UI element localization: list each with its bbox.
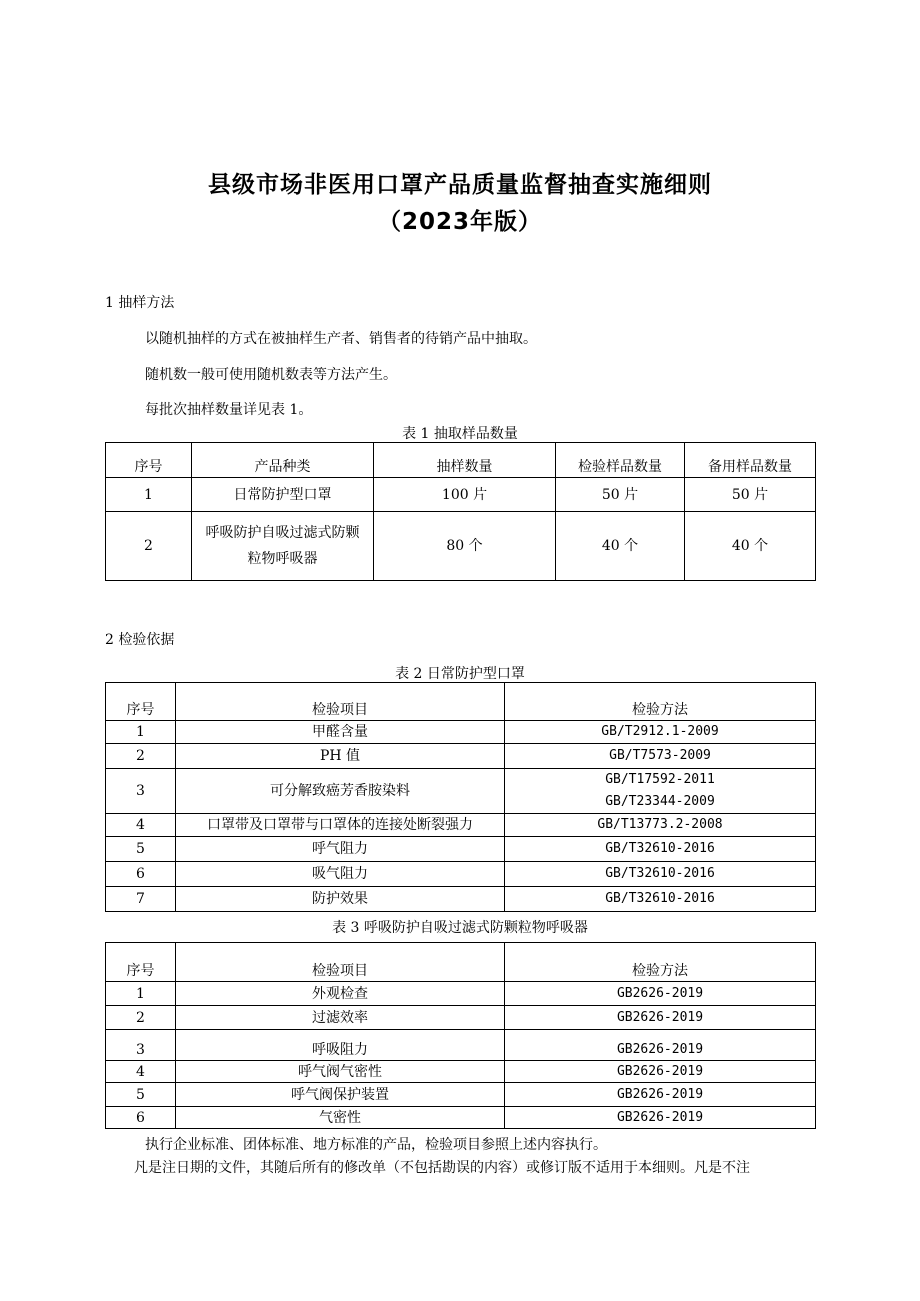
table-3-cell-method: GB2626-2019	[505, 1006, 816, 1030]
table-3-cell-method: GB2626-2019	[505, 1061, 816, 1083]
table-1-cell-product-line-2: 粒物呼吸器	[247, 551, 318, 567]
table-1-cell-product	[192, 512, 374, 581]
table-3-header-item: 检验项目	[176, 943, 505, 982]
table-1-cell-test: 50 片	[556, 478, 685, 512]
table-2-cell-item: 呼气阻力	[176, 837, 505, 862]
table-1-cell-backup: 50 片	[685, 478, 816, 512]
table-3-cell-no: 1	[106, 982, 176, 1006]
section-1-paragraph-2: 随机数一般可使用随机数表等方法产生。	[145, 367, 397, 383]
table-row	[106, 1006, 816, 1030]
table-2-header-no: 序号	[106, 683, 176, 721]
table-2-cell-no: 7	[106, 887, 176, 912]
table-2-cell-no: 3	[106, 769, 176, 814]
table-3-cell-item: 呼气阀保护装置	[176, 1083, 505, 1107]
table-3-header-method: 检验方法	[505, 943, 816, 982]
table-2-cell-item: 可分解致癌芳香胺染料	[176, 769, 505, 814]
table-1-cell-product: 日常防护型口罩	[192, 478, 374, 512]
table-2-cell-no: 2	[106, 744, 176, 769]
footer-paragraph-2: 凡是注日期的文件，其随后所有的修改单（不包括勘误的内容）或修订版不适用于本细则。凡是不注	[134, 1160, 750, 1176]
table-row	[106, 814, 816, 837]
table-3-cell-item: 呼气阀气密性	[176, 1061, 505, 1083]
table-row	[106, 478, 816, 512]
table-1-header-sample: 抽样数量	[374, 443, 556, 478]
table-row	[106, 1083, 816, 1107]
table-1-cell-backup: 40 个	[685, 512, 816, 581]
table-1-cell-test: 40 个	[556, 512, 685, 581]
table-row	[106, 769, 816, 814]
table-2-header-row	[106, 683, 816, 721]
table-1-cell-product-line-1: 呼吸防护自吸过滤式防颗	[205, 525, 360, 541]
table-1-header-product: 产品种类	[192, 443, 374, 478]
table-3-cell-item: 气密性	[176, 1107, 505, 1129]
table-3-cell-item: 呼吸阻力	[176, 1030, 505, 1061]
section-1-paragraph-3: 每批次抽样数量详见表 1。	[145, 402, 313, 418]
table-3-cell-method: GB2626-2019	[505, 1030, 816, 1061]
table-row	[106, 837, 816, 862]
table-1-header-no: 序号	[106, 443, 192, 478]
table-2-cell-no: 5	[106, 837, 176, 862]
table-3-cell-no: 2	[106, 1006, 176, 1030]
section-2-heading: 2 检验依据	[105, 632, 175, 648]
table-1	[105, 442, 816, 581]
table-3-header-no: 序号	[106, 943, 176, 982]
table-1-cell-sample: 100 片	[374, 478, 556, 512]
table-row	[106, 744, 816, 769]
footer-paragraph-1: 执行企业标准、团体标准、地方标准的产品，检验项目参照上述内容执行。	[145, 1137, 607, 1153]
table-2-cell-no: 6	[106, 862, 176, 887]
table-2-caption: 表 2 日常防护型口罩	[395, 666, 525, 682]
table-2	[105, 682, 816, 912]
table-row	[106, 1107, 816, 1129]
table-2-cell-item: 吸气阻力	[176, 862, 505, 887]
table-2-cell-method-line-1: GB/T17592-2011	[605, 772, 715, 787]
table-2-cell-method: GB/T7573-2009	[505, 744, 816, 769]
table-2-cell-method: GB/T32610-2016	[505, 837, 816, 862]
table-row	[106, 887, 816, 912]
section-1-heading: 1 抽样方法	[105, 295, 175, 311]
table-1-cell-no: 2	[106, 512, 192, 581]
table-3-cell-no: 4	[106, 1061, 176, 1083]
table-3-cell-method: GB2626-2019	[505, 1083, 816, 1107]
table-3-cell-method: GB2626-2019	[505, 982, 816, 1006]
table-1-header-row	[106, 443, 816, 478]
table-2-cell-item: 防护效果	[176, 887, 505, 912]
table-3-cell-no: 6	[106, 1107, 176, 1129]
table-1-header-backup: 备用样品数量	[685, 443, 816, 478]
table-2-cell-item: PH 值	[176, 744, 505, 769]
table-3-cell-no: 5	[106, 1083, 176, 1107]
table-3-header-row	[106, 943, 816, 982]
table-row	[106, 982, 816, 1006]
document-title: 县级市场非医用口罩产品质量监督抽查实施细则	[208, 172, 712, 198]
table-row	[106, 862, 816, 887]
table-2-cell-method: GB/T32610-2016	[505, 887, 816, 912]
table-1-cell-no: 1	[106, 478, 192, 512]
table-1-cell-sample: 80 个	[374, 512, 556, 581]
table-2-cell-no: 4	[106, 814, 176, 837]
table-2-cell-method: GB/T32610-2016	[505, 862, 816, 887]
table-2-cell-method	[505, 769, 816, 814]
document-subtitle: （2023年版）	[377, 209, 542, 235]
table-3-cell-item: 外观检查	[176, 982, 505, 1006]
table-3-cell-no: 3	[106, 1030, 176, 1061]
table-1-caption: 表 1 抽取样品数量	[402, 426, 518, 442]
table-row	[106, 1061, 816, 1083]
table-row	[106, 721, 816, 744]
table-2-header-method: 检验方法	[505, 683, 816, 721]
table-3-cell-item: 过滤效率	[176, 1006, 505, 1030]
table-2-cell-method: GB/T13773.2-2008	[505, 814, 816, 837]
table-2-cell-method-line-2: GB/T23344-2009	[605, 794, 715, 809]
table-2-cell-item: 口罩带及口罩带与口罩体的连接处断裂强力	[176, 814, 505, 837]
table-1-header-test: 检验样品数量	[556, 443, 685, 478]
table-row	[106, 512, 816, 581]
table-row	[106, 1030, 816, 1061]
table-2-cell-item: 甲醛含量	[176, 721, 505, 744]
table-3-cell-method: GB2626-2019	[505, 1107, 816, 1129]
section-1-paragraph-1: 以随机抽样的方式在被抽样生产者、销售者的待销产品中抽取。	[145, 331, 537, 347]
table-2-cell-method: GB/T2912.1-2009	[505, 721, 816, 744]
table-2-header-item: 检验项目	[176, 683, 505, 721]
table-3	[105, 942, 816, 1129]
table-3-caption: 表 3 呼吸防护自吸过滤式防颗粒物呼吸器	[332, 920, 588, 936]
table-2-cell-no: 1	[106, 721, 176, 744]
